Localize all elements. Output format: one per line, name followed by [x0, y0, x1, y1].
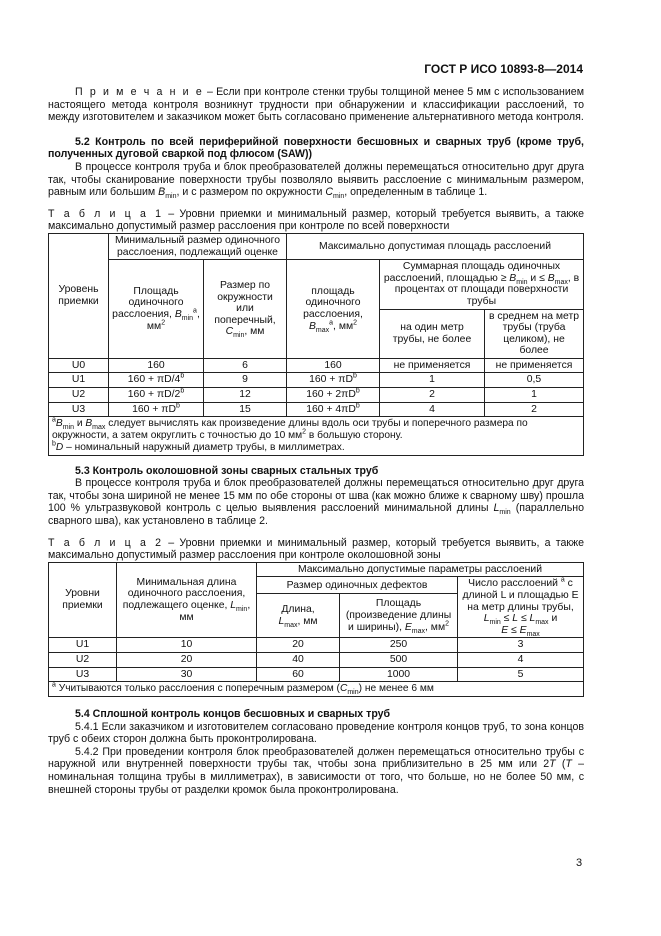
section-5-4-1-paragraph: 5.4.1 Если заказчиком и изготовителем согласовано проведение контроля концов труб, то зона концов труб с обеих сторон должна быть проконтролирована.	[48, 720, 584, 746]
note-text: – Если при контроле стенки трубы толщиной менее 5 мм с использованием настоящего метода контроля возникнут трудности при обнаружении и классификации расслоений, то между изготовителем и заказчиком может быть согласовано применение альтернативного метода контроля.	[48, 86, 584, 124]
table-1	[48, 233, 584, 456]
note-label: П р и м е ч а н и е	[75, 86, 204, 98]
section-5-4-2-paragraph: 5.4.2 При проведении контроля блок преобразователей должен перемещаться относительно трубы с наружной или внутренней поверхности трубы так, чтобы зона приблизительно в 25 мм или 2T (T – номинальная толщина трубы в миллиметрах), в зависимости от того, что больше, но не более 50 мм, с внешней стороны трубы от разделки кромок была проконтролирована.	[48, 745, 584, 796]
t1-header-max: Максимально допустимая площадь расслоений	[287, 233, 584, 259]
page-number: 3	[576, 857, 583, 869]
t1-header-level: Уровень приемки	[49, 233, 109, 358]
section-5-3-paragraph: В процессе контроля труба и блок преобразователей должны перемещаться относительно друг друга так, чтобы зона шириной не менее 15 мм по обе стороны от шва (как можно ближе к сварному шву) прошла 100 % ультразвуковой контроль с целью выявления расслоений минимальной длины $L_{min}$ (параллельно сварного шва), как установлено в таблице 2.	[48, 477, 584, 528]
section-5-2-paragraph: В процессе контроля труба и блок преобразователей должны перемещаться относительно друг друга так, чтобы сканирование поверхности трубы позволяло выявить расслоение с минимальным размером, равным или большим $B_{min}$, и с размером по окружности $C_{min}$, определенным в таблице 1.	[48, 160, 584, 201]
section-5-3-heading: 5.3 Контроль околошовной зоны сварных стальных труб	[75, 464, 379, 477]
t1-header-sum1: на один метр трубы, не более	[380, 309, 485, 358]
section-5-4-heading: 5.4 Сплошной контроль концов бесшовных и сварных труб	[75, 707, 391, 720]
table-2-caption: Т а б л и ц а 2 – Уровни приемки и минимальный размер, который требуется выявить, а также максимально допустимый размер расслоения при контроле околошовной зоны	[48, 536, 584, 562]
t1-header-area: Площадь одиночного расслоения, $B_{min}^a$, $мм^2$	[109, 260, 204, 359]
table-row: U3 30 60 1000 5	[49, 667, 584, 682]
t2-header-levels: Уровни приемки	[49, 562, 117, 638]
t2-header-area: Площадь (произведение длины и ширины), $E_{max}$, $мм^2$	[340, 594, 458, 638]
table-row: U2 20 40 500 4	[49, 652, 584, 667]
table-1-caption: Т а б л и ц а 1 – Уровни приемки и минимальный размер, который требуется выявить, а также максимально допустимый размер расслоения при контроле по всей поверхности	[48, 207, 584, 233]
document-code: ГОСТ Р ИСО 10893-8—2014	[424, 62, 583, 76]
t1-header-circ: Размер по окружности или поперечный, $C_{min}$, мм	[204, 260, 287, 359]
t1-header-min: Минимальный размер одиночного расслоения, подлежащий оценке	[109, 233, 287, 259]
table-row: U0 160 6 160 не применяется не применяется	[49, 358, 584, 373]
t1-header-sum: Суммарная площадь одиночных расслоений, площадью ≥ $B_{min}$ $и \le B_{max}$, в процентах от площади поверхности трубы	[380, 260, 584, 309]
table-row: U1 $160 + \pi D/4^b$ 9 $160 + \pi D^b$ 1 0,5	[49, 373, 584, 388]
table-row: U1 10 20 250 3	[49, 638, 584, 653]
table-2-footnote: $^a$ Учитываются только расслоения с поперечным размером $(C_{min})$ не менее 6 мм	[49, 682, 584, 697]
t2-header-maxparams: Максимально допустимые параметры расслоений	[257, 562, 584, 577]
t2-header-single: Размер одиночных дефектов	[257, 577, 458, 594]
table-2	[48, 562, 584, 697]
t2-header-len: Длина, $L_{max}$, мм	[257, 594, 340, 638]
t1-header-maxarea: площадь одиночного расслоения, $B_{max}^a$, $мм^2$	[287, 260, 380, 359]
section-5-2-heading: 5.2 Контроль по всей периферийной поверхности бесшовных и сварных труб (кроме труб, полученных дуговой сваркой под флюсом (SAW))	[48, 135, 584, 161]
table-row: U2 $160 + \pi D/2^b$ 12 $160 + 2\pi D^b$ 2 1	[49, 388, 584, 403]
t2-header-minlen: Минимальная длина одиночного расслоения, подлежащего оценке, $L_{min}$, мм	[117, 562, 257, 638]
note-paragraph	[48, 86, 584, 124]
t1-header-sum2: в среднем на метр трубы (труба целиком), не более	[485, 309, 584, 358]
page-content	[48, 86, 584, 796]
table-row: U3 $160 + \pi D^b$ 15 $160 + 4\pi D^b$ 4 2	[49, 402, 584, 417]
table-1-footnotes: $^aB_{min}$ и $B_{max}$ следует вычислять как произведение длины вдоль оси трубы и поперечного размера по окружности, а затем округлить с точностью до 10 $мм^2$ в большую сторону. $^b$D – номинальный наружный диаметр трубы, в миллиметрах.	[49, 417, 584, 455]
t2-header-count: Число расслоений $^a$ с длиной L и площадью E на метр длины трубы, $L_{min} \le L \le L_{max}$ и $E \le E_{max}$	[458, 577, 584, 638]
